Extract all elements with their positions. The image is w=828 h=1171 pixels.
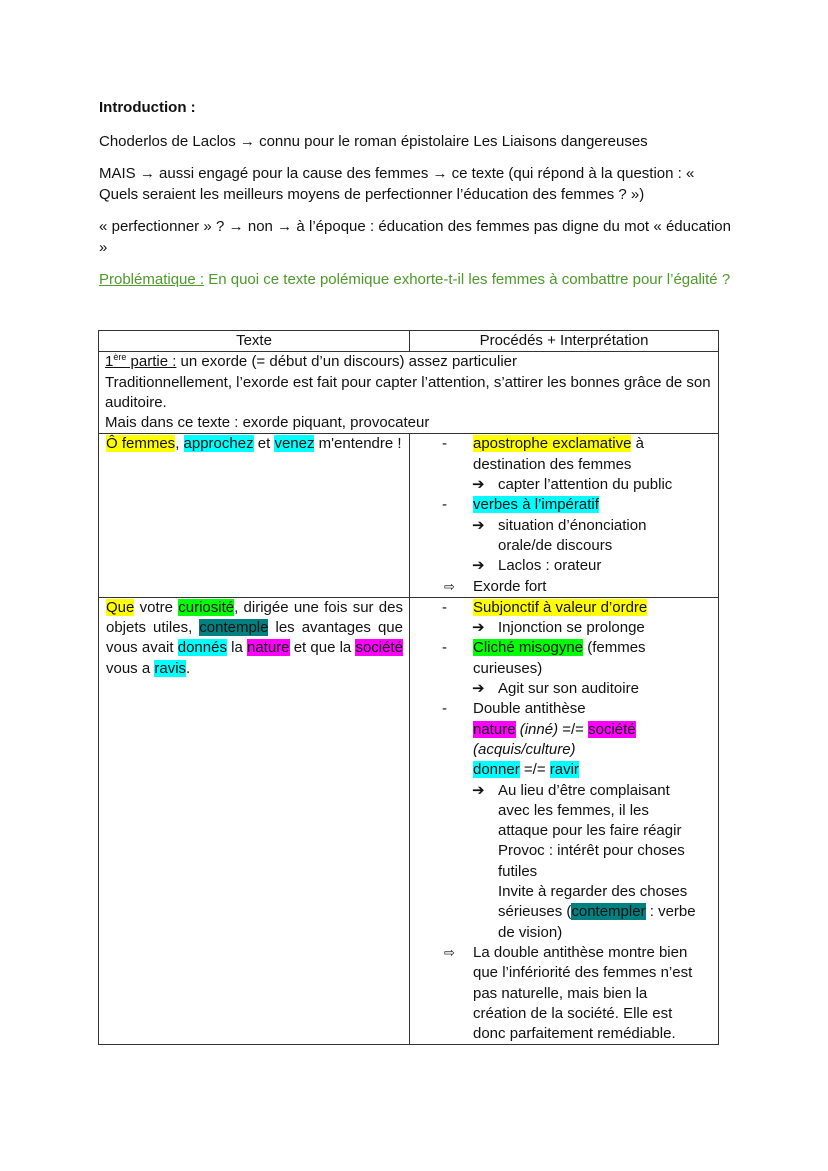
introduction-section: [99, 98, 731, 291]
part1-line: Mais dans ce texte : exorde piquant, provocateur: [105, 414, 430, 432]
part1-cell: [99, 352, 719, 434]
analysis-line: [416, 801, 712, 821]
text-run: destination des femmes: [473, 455, 632, 473]
text-run: Agit sur son auditoire: [498, 680, 639, 698]
part1-title-line: [105, 352, 712, 372]
highlight-yellow: Ô femmes: [106, 435, 176, 453]
dash-bullet-icon: -: [442, 598, 447, 616]
text-run: de vision): [498, 923, 563, 941]
arrow-right-icon: ➔: [472, 557, 485, 575]
analysis-line: [416, 720, 712, 740]
text-run: : verbe: [645, 903, 696, 921]
analysis-line: [416, 659, 712, 679]
text-run: Injonction se prolonge: [498, 619, 645, 637]
text-run: que l’infériorité des femmes n’est: [473, 964, 693, 982]
highlight-yellow: Subjonctif à valeur d’ordre: [473, 598, 648, 616]
text-run: orale/de discours: [498, 536, 613, 554]
analysis-line: [416, 556, 712, 576]
text-run: attaque pour les faire réagir: [498, 822, 682, 840]
problematique-label: Problématique :: [99, 271, 205, 288]
text-run: création de la société. Elle est: [473, 1004, 673, 1022]
text-run: Invite à regarder des choses: [498, 883, 688, 901]
text-run: Provoc : intérêt pour choses: [498, 842, 685, 860]
highlight-yellow: apostrophe exclamative: [473, 435, 632, 453]
part-number: 1: [105, 353, 114, 371]
part1-row: [99, 352, 719, 434]
arrow-right-icon: ➔: [472, 516, 485, 534]
highlight-green: curiosité: [178, 598, 235, 616]
part1-line: Traditionnellement, l’exorde est fait pour capter l’attention, s’attirer les bonnes grâce de son auditoire.: [105, 373, 711, 411]
analysis-line: [416, 1024, 712, 1044]
analysis-line: [416, 882, 712, 902]
highlight-magenta: société: [588, 720, 636, 738]
highlight-cyan: verbes à l’impératif: [473, 496, 599, 514]
text-run: (inné): [515, 720, 559, 738]
text-run: donc parfaitement remédiable.: [473, 1025, 676, 1043]
outline-arrow-icon: ⇨: [444, 944, 455, 960]
arrow-right-icon: ➔: [472, 680, 485, 698]
highlight-cyan: ravis: [154, 659, 187, 677]
highlight-cyan: venez: [274, 435, 315, 453]
text-run: Double antithèse: [473, 700, 586, 718]
problematique: [99, 270, 731, 291]
highlight-teal: contemple: [199, 619, 269, 637]
text-run: à: [631, 435, 644, 453]
text-run: la: [226, 639, 247, 657]
dash-bullet-icon: -: [442, 639, 447, 657]
part-number-sup: ère: [113, 352, 127, 363]
text-run: et: [253, 435, 275, 453]
analysis-line: [416, 577, 712, 597]
table-header-row: [99, 331, 719, 352]
analysis-line: [416, 862, 712, 882]
analysis-line: [416, 536, 712, 556]
text-run: .: [186, 659, 191, 677]
analysis-line: [416, 455, 712, 475]
text-run: vous a: [106, 659, 155, 677]
highlight-cyan: donner: [473, 761, 520, 779]
analysis-line: [416, 618, 712, 638]
problematique-text: En quoi ce texte polémique exhorte-t-il les femmes à combattre pour l’égalité ?: [204, 271, 731, 288]
text-run: avec les femmes, il les: [498, 801, 649, 819]
arrow-right-icon: ➔: [472, 476, 485, 494]
text-run: =/=: [519, 761, 550, 779]
analysis-line: [416, 679, 712, 699]
text-run: votre: [134, 598, 179, 616]
header-texte: Texte: [99, 331, 410, 352]
analysis-line: [416, 841, 712, 861]
analysis-line: [416, 902, 712, 922]
arrow-right-icon: ➔: [472, 619, 485, 637]
analysis-line: [416, 1004, 712, 1024]
highlight-green: Cliché misogyne: [473, 639, 584, 657]
part1-subtitle: un exorde (= début d’un discours) assez particulier: [176, 353, 517, 371]
analysis-cell: [410, 597, 719, 1045]
analysis-line: [416, 434, 712, 454]
text-run: m'entendre !: [314, 435, 402, 453]
analysis-line: [416, 598, 712, 618]
dash-bullet-icon: -: [442, 700, 447, 718]
analysis-line: [416, 963, 712, 983]
analysis-line: [416, 475, 712, 495]
analysis-line: [416, 984, 712, 1004]
text-run: (femmes: [583, 639, 646, 657]
text-run: (acquis/culture): [473, 740, 576, 758]
highlight-magenta: nature: [473, 720, 516, 738]
analysis-line: [416, 699, 712, 719]
table-row: [99, 434, 719, 597]
analysis-line: [416, 760, 712, 780]
text-run: sérieuses (: [498, 903, 572, 921]
header-procedes: Procédés + Interprétation: [410, 331, 719, 352]
text-run: =/=: [558, 720, 589, 738]
analysis-line: [416, 943, 712, 963]
intro-line-perfectionner: « perfectionner » ? → non → à l’époque : éducation des femmes pas digne du mot « éducation »: [99, 218, 731, 256]
highlight-yellow: Que: [106, 598, 135, 616]
analysis-line: [416, 638, 712, 658]
text-run: Exorde fort: [473, 577, 547, 595]
text-run: les avantages que vous avait: [106, 619, 403, 657]
intro-title: Introduction :: [99, 99, 196, 116]
text-run: La double antithèse montre bien: [473, 943, 688, 961]
intro-line-engagement: MAIS → aussi engagé pour la cause des femmes → ce texte (qui répond à la question : « Quels seraient les meilleurs moyens de perfectionner l’éducation des femmes ? »): [99, 165, 695, 203]
highlight-cyan: donnés: [177, 639, 227, 657]
highlight-cyan: ravir: [549, 761, 579, 779]
part-label: partie :: [126, 353, 177, 371]
quote-cell: [99, 597, 410, 1045]
highlight-teal: contempler: [571, 903, 646, 921]
text-run: futiles: [498, 862, 538, 880]
arrow-right-icon: ➔: [472, 781, 485, 799]
text-run: Laclos : orateur: [498, 557, 602, 575]
dash-bullet-icon: -: [442, 496, 447, 514]
highlight-cyan: approchez: [183, 435, 254, 453]
text-run: capter l’attention du public: [498, 476, 673, 494]
analysis-line: [416, 821, 712, 841]
text-run: ,: [175, 435, 184, 453]
outline-arrow-icon: ⇨: [444, 578, 455, 594]
analysis-table: [98, 330, 719, 1045]
text-run: situation d’énonciation: [498, 516, 647, 534]
table-row: [99, 597, 719, 1045]
part1-label: [105, 353, 176, 370]
intro-line-author: Choderlos de Laclos → connu pour le roman épistolaire Les Liaisons dangereuses: [99, 132, 648, 150]
analysis-line: [416, 923, 712, 943]
analysis-line: [416, 781, 712, 801]
analysis-line: [416, 516, 712, 536]
text-run: et que la: [289, 639, 356, 657]
text-run: pas naturelle, mais bien la: [473, 984, 648, 1002]
analysis-line: [416, 740, 712, 760]
text-run: , dirigée une fois sur des objets utiles,: [106, 598, 403, 637]
highlight-magenta: société: [355, 639, 403, 657]
dash-bullet-icon: -: [442, 435, 447, 453]
text-run: Au lieu d’être complaisant: [498, 781, 670, 799]
highlight-magenta: nature: [246, 639, 290, 657]
quote-cell: [99, 434, 410, 597]
text-run: curieuses): [473, 659, 543, 677]
analysis-line: [416, 495, 712, 515]
analysis-cell: [410, 434, 719, 597]
